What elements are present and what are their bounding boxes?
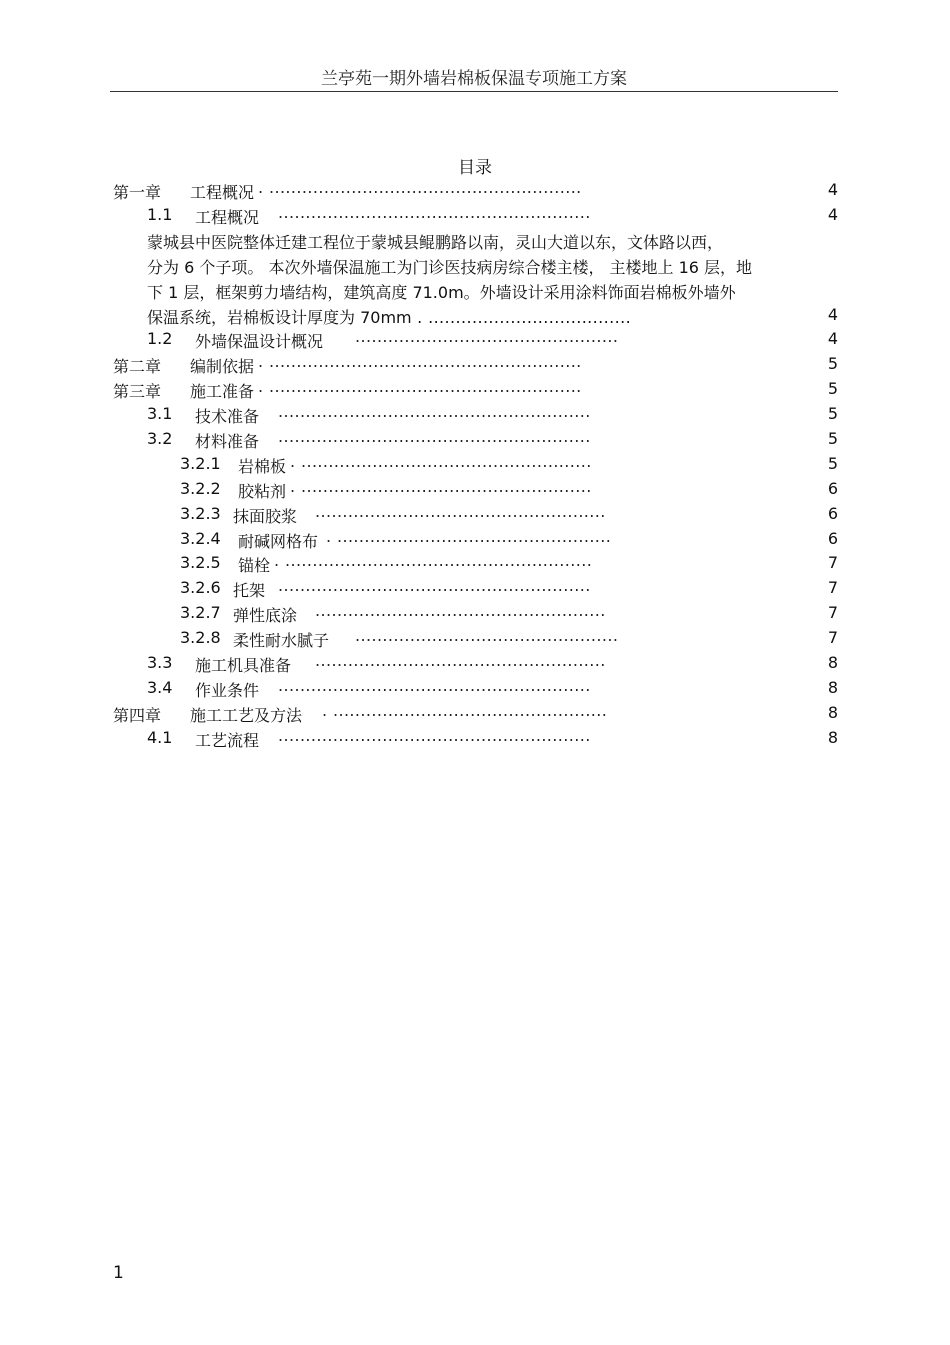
summary-line [147,305,631,328]
toc-page-number: 5 [827,453,838,473]
toc-page-number: 5 [827,404,838,424]
toc-leader-dots: . ......................................................... [258,178,582,197]
toc-entry-title: 外墙保温设计概况 [195,332,324,352]
toc-leader-dots: . ......................................................... [258,377,582,397]
toc-entry-number: 3.2.2 [180,478,221,498]
table-of-contents [0,178,950,751]
toc-leader-dots: . ..................................................... [290,451,592,471]
toc-entry-title: 抹面胶浆 [233,506,298,526]
toc-entry-3-2[interactable] [0,427,950,452]
toc-leader-dots: . ..................................................... [290,476,592,496]
toc-entry-1-1[interactable] [0,203,950,228]
toc-entry-3-2-2[interactable] [0,477,950,502]
toc-leader-dots: ......................................................... [278,402,591,422]
toc-page-number: 7 [827,578,838,598]
toc-entry-number: 1.1 [147,204,173,224]
toc-leader-dots: ......................................................... [278,675,591,695]
summary-line: 分为 6 个子项。 本次外墙保温施工为门诊医技病房综合楼主楼， 主楼地上 16 层，地 [147,257,753,277]
toc-entry-number: 3.2 [147,428,173,448]
toc-entry-title: 胶粘剂 [238,481,287,501]
toc-entry-title: 编制依据 [190,357,255,377]
toc-entry-title: 工程概况 [195,207,260,227]
toc-entry-number: 3.2.5 [180,553,221,573]
toc-page-number: 6 [827,503,838,523]
toc-page-number: 8 [827,727,838,747]
toc-entry-number: 第四章 [113,705,162,725]
toc-leader-dots: . .................................................. [326,526,612,546]
toc-entry-number: 3.2.1 [180,453,221,473]
toc-leader-dots: ......................................................... [278,725,591,745]
summary-line: 蒙城县中医院整体迁建工程位于蒙城县鲲鹏路以南，灵山大道以东，文体路以西， [147,232,724,252]
toc-entry-number: 3.2.4 [180,528,221,548]
toc-entry-3-2-8[interactable] [0,626,950,651]
toc-page-number: 8 [827,652,838,672]
page-number: 1 [113,1263,124,1283]
toc-entry-title: 耐碱网格布 [238,531,319,551]
toc-entry-3-3[interactable] [0,651,950,676]
toc-entry-number: 3.1 [147,404,173,424]
toc-leader-dots: . ..................................... [411,307,632,327]
toc-entry-number: 3.4 [147,677,173,697]
toc-page-number: 8 [827,677,838,697]
toc-entry-title: 施工准备 [190,382,255,402]
toc-entry-title: 岩棉板 [238,456,287,476]
toc-summary-block [0,228,950,328]
toc-entry-title: 工艺流程 [195,730,260,750]
toc-entry-title: 技术准备 [195,407,260,427]
header-divider [110,91,838,92]
toc-leader-dots: . ........................................................ [274,551,593,571]
toc-page-number: 7 [827,553,838,573]
toc-leader-dots: ..................................................... [315,601,606,621]
toc-entry-number: 3.3 [147,652,173,672]
toc-leader-dots: ................................................ [355,626,619,646]
summary-text: 保温系统，岩棉板设计厚度为 70mm [147,307,412,327]
toc-entry-ch2[interactable] [0,352,950,377]
toc-page-number: 4 [827,329,838,349]
toc-entry-title: 施工工艺及方法 [190,705,303,725]
toc-leader-dots: ......................................................... [278,202,591,222]
toc-entry-3-2-5[interactable] [0,551,950,576]
toc-entry-number: 第二章 [113,357,162,377]
toc-title: 目录 [458,158,492,178]
toc-leader-dots: . .................................................. [322,700,608,720]
toc-page-number: 7 [827,603,838,623]
toc-entry-number: 3.2.8 [180,628,221,648]
toc-entry-ch4[interactable] [0,701,950,726]
toc-entry-3-2-4[interactable] [0,527,950,552]
toc-page-number: 7 [827,628,838,648]
toc-leader-dots: . ......................................................... [258,352,582,372]
toc-entry-title: 托架 [233,581,266,601]
toc-page-number: 4 [827,180,838,199]
toc-entry-3-2-7[interactable] [0,601,950,626]
toc-entry-title: 施工机具准备 [195,655,292,675]
toc-entry-number: 3.2.7 [180,603,221,623]
toc-page-number: 5 [827,354,838,374]
toc-entry-1-2[interactable] [0,327,950,352]
toc-entry-title: 作业条件 [195,680,260,700]
toc-page-number: 6 [827,528,838,548]
toc-page-number: 5 [827,379,838,399]
toc-entry-number: 第三章 [113,382,162,402]
toc-entry-title: 锚栓 [238,556,271,576]
toc-entry-ch3[interactable] [0,377,950,402]
toc-entry-3-2-1[interactable] [0,452,950,477]
toc-page-number: 4 [827,304,838,324]
toc-entry-3-1[interactable] [0,402,950,427]
toc-page-number: 4 [827,204,838,224]
toc-leader-dots: ..................................................... [315,501,606,521]
toc-leader-dots: ......................................................... [278,576,591,596]
summary-line: 下 1 层，框架剪力墙结构，建筑高度 71.0m。外墙设计采用涂料饰面岩棉板外墙外 [147,282,736,302]
toc-entry-ch1[interactable] [0,178,950,203]
toc-entry-title: 弹性底涂 [233,606,298,626]
toc-entry-title: 材料准备 [195,431,260,451]
toc-page-number: 6 [827,478,838,498]
toc-page-number: 8 [827,702,838,722]
toc-entry-number: 4.1 [147,727,173,747]
toc-entry-number: 1.2 [147,329,173,349]
toc-entry-title: 工程概况 [190,183,255,202]
toc-entry-3-4[interactable] [0,676,950,701]
toc-entry-3-2-6[interactable] [0,576,950,601]
toc-entry-number: 第一章 [113,183,162,202]
running-header: 兰亭苑一期外墙岩棉板保温专项施工方案 [321,69,627,89]
toc-entry-number: 3.2.6 [180,578,221,598]
toc-leader-dots: ..................................................... [315,650,606,670]
toc-leader-dots: ......................................................... [278,426,591,446]
toc-entry-3-2-3[interactable] [0,502,950,527]
toc-entry-title: 柔性耐水腻子 [233,631,330,651]
toc-entry-4-1[interactable] [0,726,950,751]
toc-leader-dots: ................................................ [355,327,619,347]
toc-entry-number: 3.2.3 [180,503,221,523]
toc-page-number: 5 [827,428,838,448]
